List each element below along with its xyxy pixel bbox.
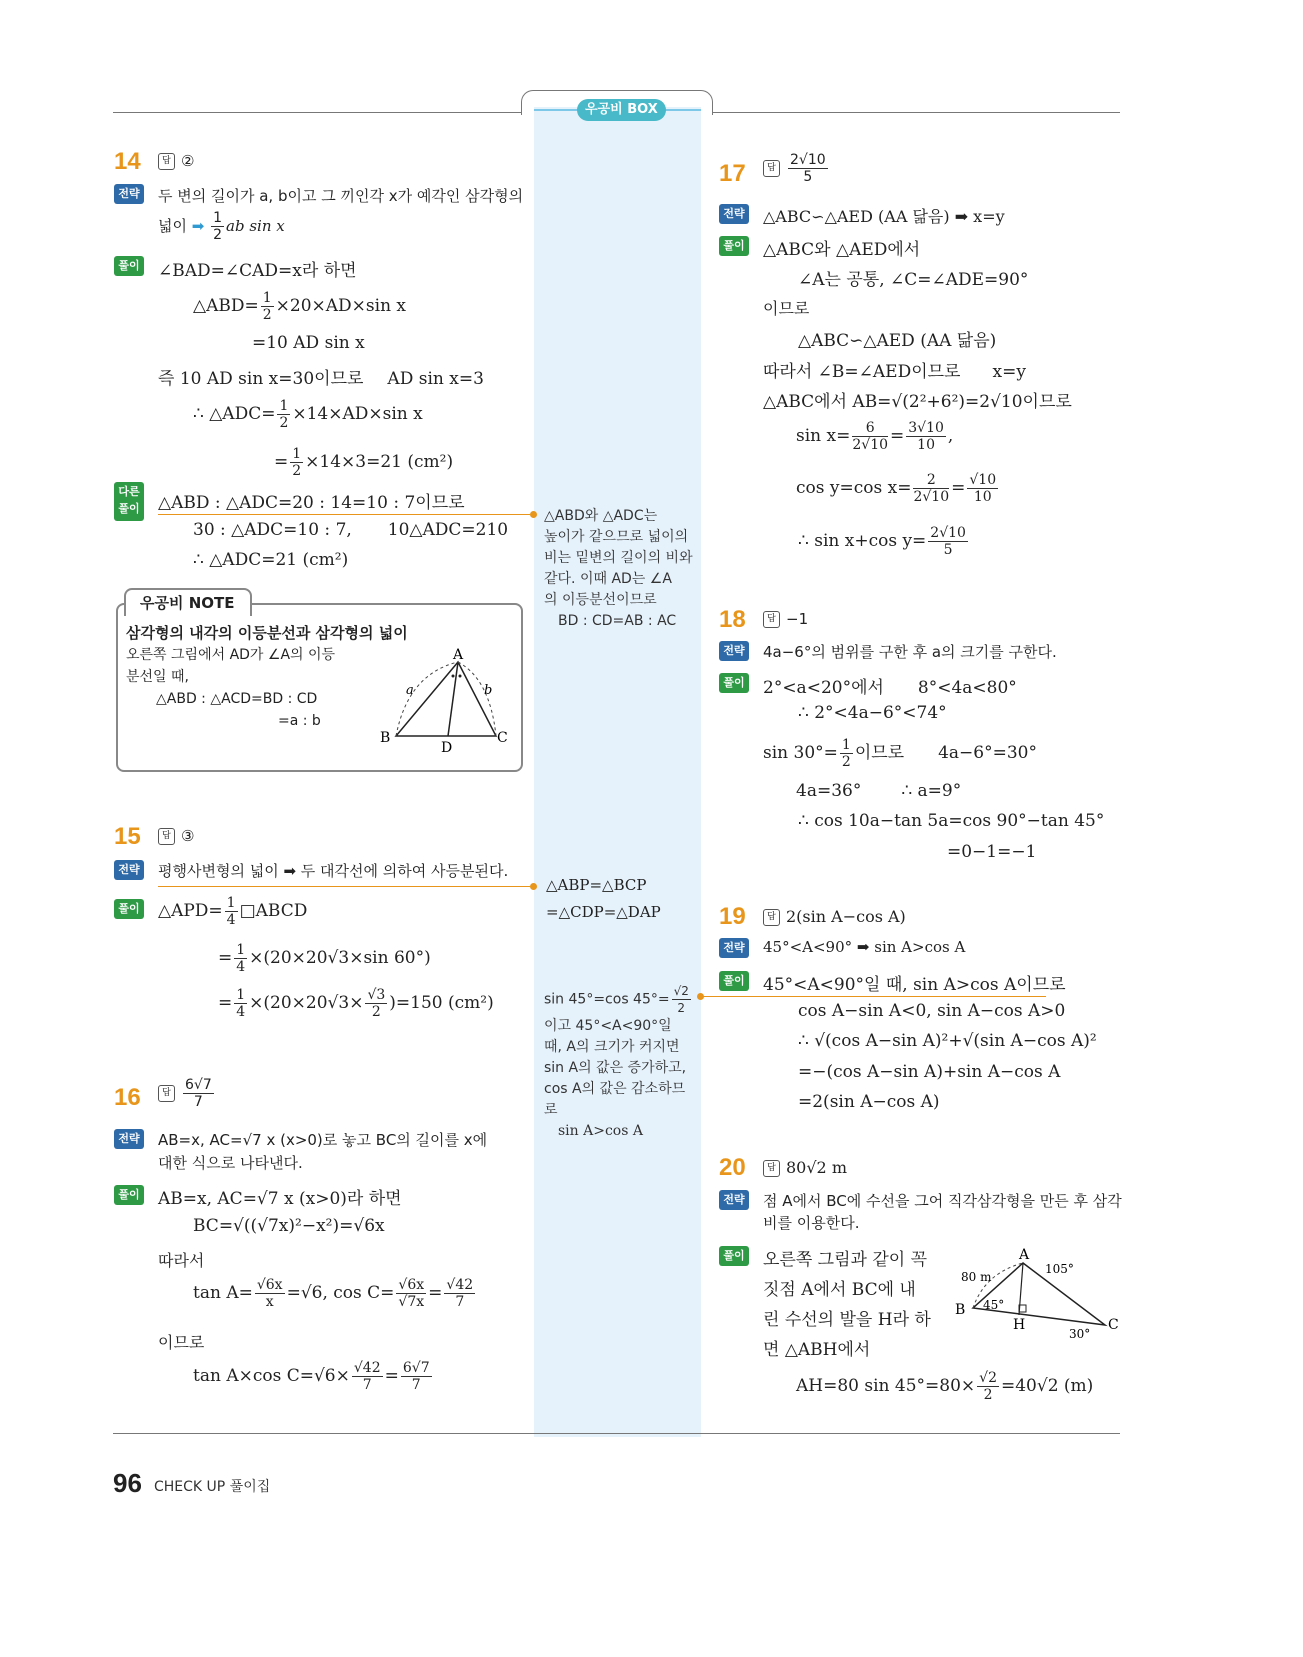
problem-number-14: 14 [114,148,141,175]
problem-number-19: 19 [719,903,746,930]
solution-19-line4: =−(cos A−sin A)+sin A−cos A [798,1062,1061,1082]
strategy-badge-15: 전략 [114,860,144,880]
strategy-16-line1: AB=x, AC=√7 x (x>0)로 놓고 BC의 길이를 x에 [158,1131,488,1149]
problem-number-20: 20 [719,1154,746,1181]
svg-text:H: H [1013,1317,1026,1333]
solution-16-line5: 이므로 [158,1333,205,1352]
side-note-14: △ABD와 △ADC는 높이가 같으므로 넓이의 비는 밑변의 길이의 비와 같다. 이때 AD는 ∠A 의 이등분선이므로 BD : CD=AB : AC [544,508,693,629]
strategy-badge-14: 전략 [114,184,144,204]
strategy-badge-17: 전략 [719,204,749,224]
side-note-15b: =△CDP=△DAP [546,903,661,921]
solution-badge-15: 풀이 [114,899,144,919]
fig-label-b: b [484,683,493,698]
answer-18: 답 −1 [763,610,808,628]
footer-title: CHECK UP 풀이집 [154,1479,271,1495]
solution-14-line6: = $\frac{1}{2}$ ×14×3=21 (cm²) [274,446,454,479]
strategy-16-line2: 대한 식으로 나타낸다. [158,1154,303,1172]
answer-19: 답 2(sin A−cos A) [763,907,906,926]
strategy-badge-16: 전략 [114,1129,144,1149]
note-tab-label: 우공비 NOTE [140,594,235,612]
problem-number-15: 15 [114,823,141,850]
solution-16-line4: tan A= $\frac{√6x}{x}$ =√6, cos C= $\frac{√6x}{√7x}$ = $\frac{√42}{7}$ [193,1277,474,1310]
solution-18-line6: =0−1=−1 [947,842,1037,862]
solution-20-line5: AH=80 sin 45°=80× $\frac{√2}{2}$ =40√2 (m) [796,1370,1094,1403]
solution-16-line6: tan A×cos C=√6× $\frac{√42}{7}$ = $\frac{6√7}{7}$ [193,1360,430,1393]
answer-box-icon: 답 [763,1160,780,1177]
solution-17-line1: △ABC와 △AED에서 [763,240,921,260]
solution-17-line5: 따라서 ∠B=∠AED이므로 x=y [763,362,1026,382]
solution-19-line3: ∴ √(cos A−sin A)²+√(sin A−cos A)² [798,1031,1097,1051]
strategy-18: 4a−6°의 범위를 구한 후 a의 크기를 구한다. [763,643,1057,661]
arrow-icon: ➡ [191,217,205,235]
solution-14-line5: ∴ △ADC= $\frac{1}{2}$ ×14×AD×sin x [193,398,423,431]
problem-number-18: 18 [719,606,746,633]
note-title: 삼각형의 내각의 이등분선과 삼각형의 넓이 [126,624,408,642]
strategy-badge-18: 전략 [719,641,749,661]
strategy-badge-20: 전략 [719,1190,749,1210]
strategy-19: 45°<A<90° ➡ sin A>cos A [763,938,966,956]
solution-15-line3: = $\frac{1}{4}$ ×(20×20√3× $\frac{√3}{2}$ )=150 (cm²) [218,987,494,1020]
fraction: $\frac{1}{2}$ [213,210,223,243]
answer-20: 답 80√2 m [763,1158,847,1177]
problem-number-16: 16 [114,1084,141,1111]
alt-14-line2: 30 : △ADC=10 : 7, 10△ADC=210 [193,520,509,540]
solution-17-line2: ∠A는 공통, ∠C=∠ADE=90° [798,270,1029,290]
solution-15-line2: = $\frac{1}{4}$ ×(20×20√3×sin 60°) [218,942,431,975]
solution-17-line3: 이므로 [763,299,810,318]
fig-label-C: C [497,730,508,746]
answer-box-icon: 답 [158,153,175,170]
note-figure [378,644,513,756]
box-label: 우공비 BOX [577,99,666,121]
strategy-14-line2: 넓이 ➡ $\frac{1}{2}$ ab sin x [158,210,285,243]
svg-text:45°: 45° [983,1298,1005,1312]
solution-14-line3: =10 AD sin x [252,333,365,353]
answer-box-icon: 답 [763,909,780,926]
solution-18-line4: 4a=36° ∴ a=9° [796,781,962,801]
solution-17-line8: cos y=cos x= $\frac{2}{2√10}$ = $\frac{√10}{10}$ [796,472,997,505]
answer-box-icon: 답 [763,160,780,177]
solution-18-line3: sin 30°= $\frac{1}{2}$ 이므로 4a−6°=30° [763,737,1037,770]
solution-20-text: 오른쪽 그림과 같이 꼭 짓점 A에서 BC에 내 린 수선의 발을 H라 하 면 △ABH에서 [763,1250,931,1360]
fig-label-A: A [453,647,464,663]
solution-14-line2: △ABD= $\frac{1}{2}$ ×20×AD×sin x [193,290,407,323]
solution-15-line1: △APD= $\frac{1}{4}$ □ABCD [158,895,308,928]
fig-label-D: D [441,740,453,756]
solution-16-line2: BC=√((√7x)²−x²)=√6x [193,1216,385,1236]
svg-text:A: A [1019,1247,1030,1263]
strategy-20-line2: 비를 이용한다. [763,1214,860,1232]
solution-14-line1: ∠BAD=∠CAD=x라 하면 [158,261,357,281]
solution-17-line6: △ABC에서 AB=√(2²+6²)=2√10이므로 [763,392,1072,412]
triangle-figure-20 [955,1243,1125,1343]
answer-14: 답 ② [158,152,194,170]
solution-badge-17: 풀이 [719,236,749,256]
strategy-17: △ABC∽△AED (AA 닮음) ➡ x=y [763,207,1005,226]
strategy-20-line1: 점 A에서 BC에 수선을 그어 직각삼각형을 만든 후 삼각 [763,1192,1122,1210]
solution-badge-18: 풀이 [719,673,749,693]
strategy-15: 평행사변형의 넓이 ➡ 두 대각선에 의하여 사등분된다. [158,862,509,880]
side-note-19: sin 45°=cos 45°= $\frac{√2}{2}$ 이고 45°<A<90°일 때, A의 크기가 커지면 sin A의 값은 증가하고, cos A의 값은 감소하므 로 sin A>cos A [544,984,689,1139]
answer-16: 답 $\frac{6√7}{7}$ [158,1077,216,1110]
alt-solution-badge-14: 다른 풀이 [114,482,144,521]
answer-15: 답 ③ [158,827,194,845]
solution-17-line4: △ABC∽△AED (AA 닮음) [798,331,997,351]
center-strip [534,107,701,1437]
answer-box-icon: 답 [158,828,175,845]
solution-16-line1: AB=x, AC=√7 x (x>0)라 하면 [158,1189,402,1209]
solution-badge-14: 풀이 [114,256,144,276]
strategy-14-line1: 두 변의 길이가 a, b이고 그 끼인각 x가 예각인 삼각형의 [158,187,524,205]
svg-text:B: B [955,1302,966,1318]
solution-badge-20: 풀이 [719,1246,749,1266]
svg-text:105°: 105° [1045,1262,1074,1276]
solution-19-line5: =2(sin A−cos A) [798,1092,940,1112]
solution-18-line5: ∴ cos 10a−tan 5a=cos 90°−tan 45° [798,811,1105,831]
solution-18-line2: ∴ 2°<4a−6°<74° [798,703,947,723]
solution-17-line7: sin x= $\frac{6}{2√10}$ = $\frac{3√10}{10}$ , [796,420,954,453]
solution-badge-16: 풀이 [114,1185,144,1205]
solution-16-line3: 따라서 [158,1251,205,1270]
problem-number-17: 17 [719,160,746,187]
side-note-15a: △ABP=△BCP [546,876,647,894]
alt-14-line1: △ABD : △ADC=20 : 14=10 : 7이므로 [158,493,465,513]
solution-19-line1: 45°<A<90°일 때, sin A>cos A이므로 [763,975,1066,995]
solution-badge-19: 풀이 [719,971,749,991]
solution-17-line9: ∴ sin x+cos y= $\frac{2√10}{5}$ [798,525,966,558]
svg-text:C: C [1108,1317,1119,1333]
answer-box-icon: 답 [158,1085,175,1102]
solution-19-line2: cos A−sin A<0, sin A−cos A>0 [798,1001,1066,1021]
svg-text:80 m: 80 m [961,1270,992,1284]
solution-14-line4: 즉 10 AD sin x=30이므로 AD sin x=3 [158,369,484,389]
strategy-badge-19: 전략 [719,938,749,958]
fig-label-a: a [406,683,414,698]
page-number: 96 [113,1468,142,1498]
svg-text:30°: 30° [1069,1327,1091,1341]
solution-18-line1: 2°<a<20°에서 8°<4a<80° [763,678,1017,698]
note-body: 오른쪽 그림에서 AD가 ∠A의 이등 분선일 때, △ABD : △ACD=BD : CD =a : b [126,647,336,729]
answer-box-icon: 답 [763,611,780,628]
alt-14-line3: ∴ △ADC=21 (cm²) [193,550,349,570]
fig-label-B: B [380,730,391,746]
answer-17: 답 $\frac{2√10}{5}$ [763,152,830,185]
